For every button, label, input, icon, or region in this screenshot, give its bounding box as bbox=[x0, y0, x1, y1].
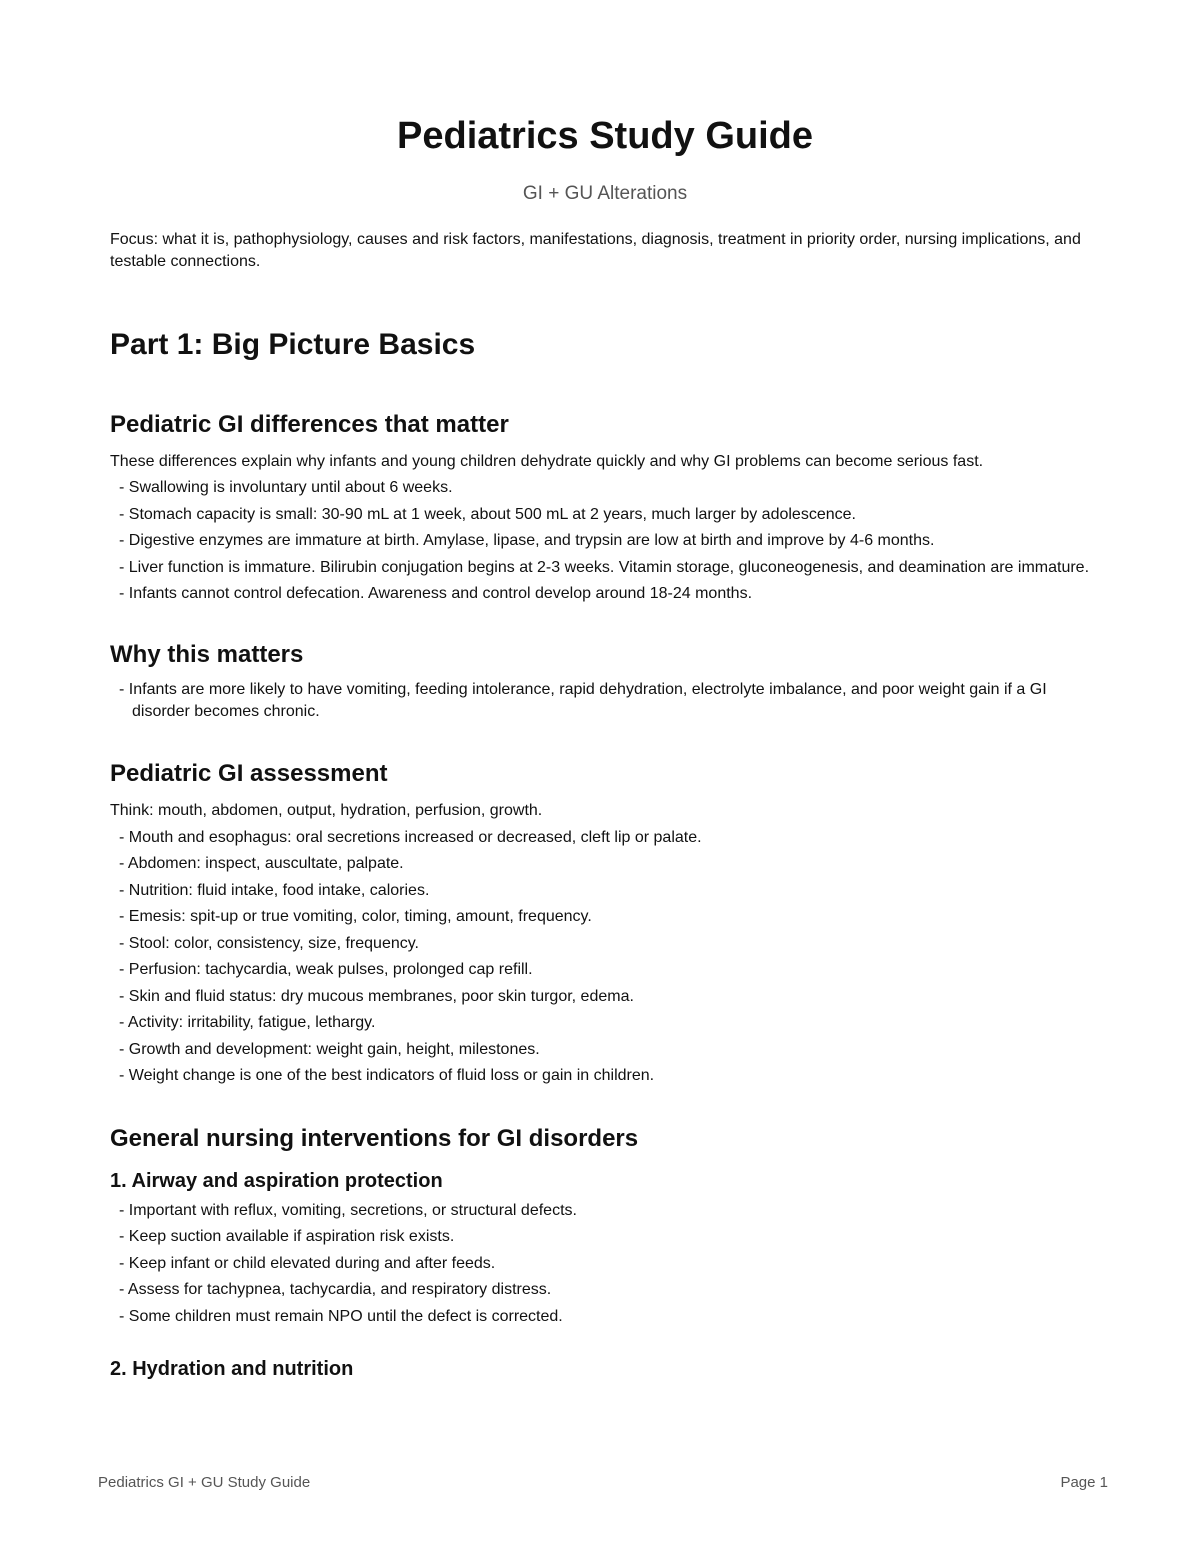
list-item: - Abdomen: inspect, auscultate, palpate. bbox=[110, 853, 1100, 876]
footer-doc-title: Pediatrics GI + GU Study Guide bbox=[98, 1474, 311, 1491]
list-item: - Mouth and esophagus: oral secretions increased or decreased, cleft lip or palate. bbox=[110, 827, 1100, 850]
list-item: - Infants are more likely to have vomiting, feeding intolerance, rapid dehydration, electrolyte imbalance, and poor weight gain if a GI disorder becomes chronic. bbox=[110, 679, 1100, 724]
list-item: - Perfusion: tachycardia, weak pulses, prolonged cap refill. bbox=[110, 959, 1100, 982]
list-item: - Activity: irritability, fatigue, lethargy. bbox=[110, 1012, 1100, 1035]
why-matters-heading: Why this matters bbox=[110, 640, 304, 668]
list-item: - Keep infant or child elevated during and after feeds. bbox=[110, 1253, 1100, 1276]
list-item: - Liver function is immature. Bilirubin conjugation begins at 2-3 weeks. Vitamin storage, gluconeogenesis, and deamination are immature. bbox=[110, 557, 1100, 580]
list-item: - Important with reflux, vomiting, secretions, or structural defects. bbox=[110, 1200, 1100, 1223]
airway-heading: 1. Airway and aspiration protection bbox=[110, 1169, 443, 1192]
part-1-heading: Part 1: Big Picture Basics bbox=[110, 328, 476, 361]
list-item: - Keep suction available if aspiration risk exists. bbox=[110, 1226, 1100, 1249]
assessment-list bbox=[110, 827, 1100, 1088]
list-item: - Infants cannot control defecation. Awareness and control develop around 18-24 months. bbox=[110, 583, 1100, 606]
differences-heading: Pediatric GI differences that matter bbox=[110, 411, 509, 438]
list-item: - Swallowing is involuntary until about 6 weeks. bbox=[110, 477, 1100, 500]
list-item: - Weight change is one of the best indicators of fluid loss or gain in children. bbox=[110, 1065, 1100, 1088]
interventions-heading: General nursing interventions for GI disorders bbox=[110, 1124, 639, 1152]
assessment-heading: Pediatric GI assessment bbox=[110, 759, 388, 787]
hydration-heading: 2. Hydration and nutrition bbox=[110, 1358, 354, 1380]
page-title: Pediatrics Study Guide bbox=[397, 115, 813, 157]
list-item: - Growth and development: weight gain, height, milestones. bbox=[110, 1039, 1100, 1062]
list-item: - Stool: color, consistency, size, frequency. bbox=[110, 933, 1100, 956]
list-item: - Skin and fluid status: dry mucous membranes, poor skin turgor, edema. bbox=[110, 986, 1100, 1009]
footer-page-number: Page 1 bbox=[1060, 1474, 1108, 1491]
list-item: - Nutrition: fluid intake, food intake, calories. bbox=[110, 880, 1100, 903]
why-matters-list bbox=[110, 679, 1100, 724]
page-content bbox=[110, 112, 1100, 1382]
differences-list bbox=[110, 477, 1100, 606]
list-item: - Emesis: spit-up or true vomiting, color, timing, amount, frequency. bbox=[110, 906, 1100, 929]
airway-list bbox=[110, 1200, 1100, 1329]
focus-paragraph: Focus: what it is, pathophysiology, causes and risk factors, manifestations, diagnosis, treatment in priority order, nursing implications, and testable connections. bbox=[110, 231, 1081, 270]
page-subtitle: GI + GU Alterations bbox=[522, 183, 688, 204]
list-item: - Stomach capacity is small: 30-90 mL at 1 week, about 500 mL at 2 years, much larger by adolescence. bbox=[110, 504, 1100, 527]
list-item: - Assess for tachypnea, tachycardia, and respiratory distress. bbox=[110, 1279, 1100, 1302]
differences-intro: These differences explain why infants and young children dehydrate quickly and why GI problems can become serious fast. bbox=[110, 453, 984, 470]
assessment-intro: Think: mouth, abdomen, output, hydration, perfusion, growth. bbox=[110, 801, 543, 819]
list-item: - Some children must remain NPO until the defect is corrected. bbox=[110, 1306, 1100, 1329]
list-item: - Digestive enzymes are immature at birth. Amylase, lipase, and trypsin are low at birth and improve by 4-6 months. bbox=[110, 530, 1100, 553]
